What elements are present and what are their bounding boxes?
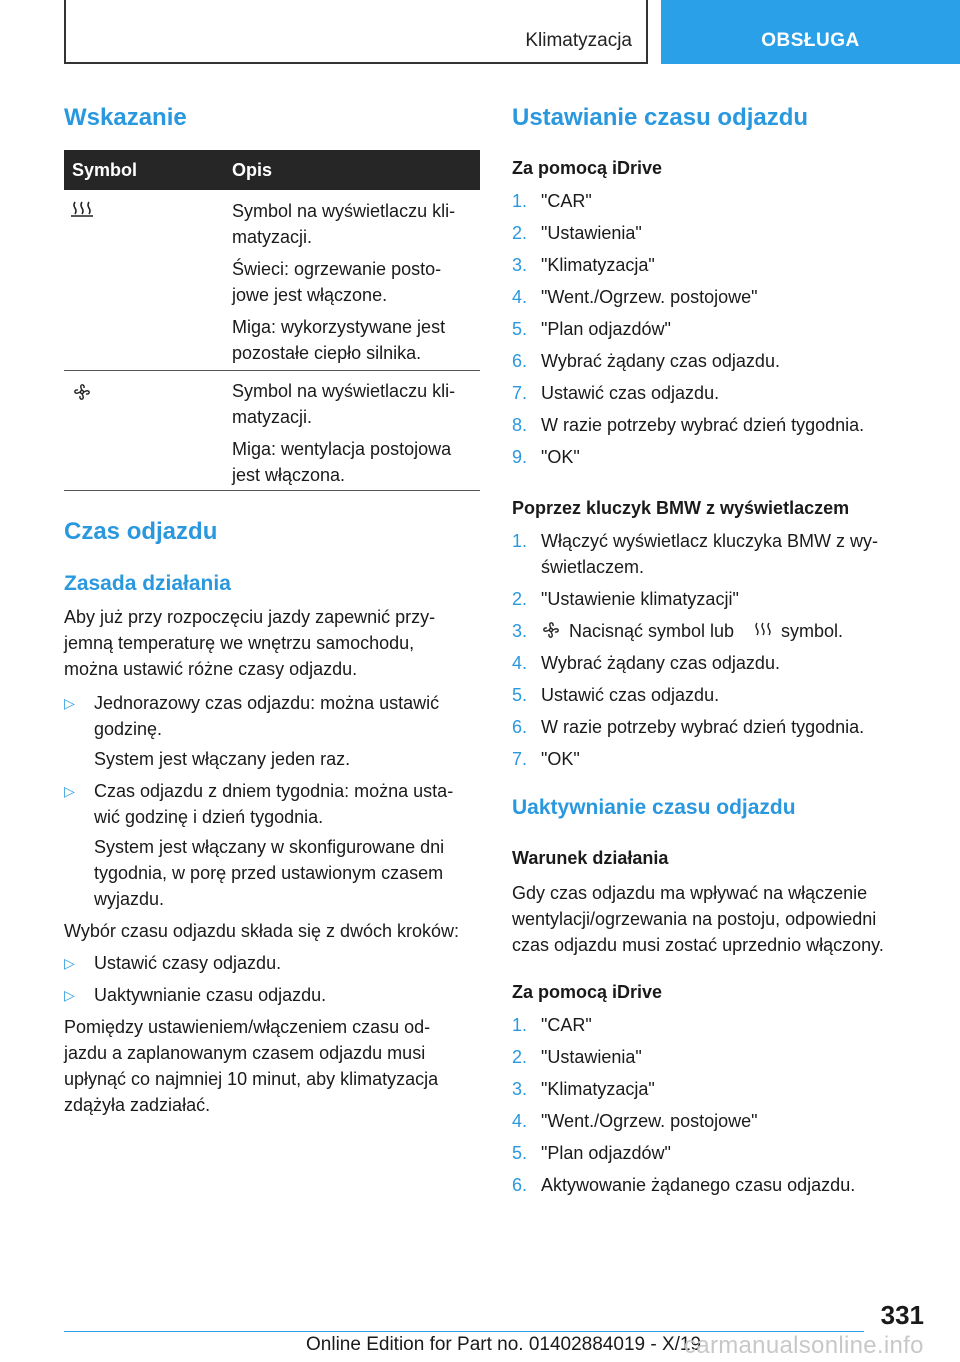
- row2-line4: jest włączona.: [232, 465, 346, 485]
- key-step-6: W razie potrzeby wybrać dzień tygodnia.: [541, 717, 865, 737]
- warunek-line1: Gdy czas odjazdu ma wpływać na włączenie: [512, 883, 868, 903]
- bullet3: Ustawić czasy odjazdu.: [94, 953, 282, 973]
- wybor-text: Wybór czasu odjazdu składa się z dwóch kroków:: [64, 921, 460, 941]
- warunek-heading: Warunek działania: [512, 848, 669, 868]
- idrive-step-2: "Ustawienia": [541, 223, 642, 243]
- intro-line2: jemną temperaturę we wnętrzu samochodu,: [64, 633, 415, 653]
- wskazanie-heading: Wskazanie: [64, 104, 187, 131]
- key-step1-line2: świetlaczem.: [541, 557, 645, 577]
- idrive-step-4: "Went./Ogrzew. postojowe": [541, 287, 758, 307]
- bullet-marker: ▷: [64, 783, 75, 799]
- step-number: 7.: [512, 383, 528, 403]
- bullet1-sub: System jest włączany jeden raz.: [94, 749, 351, 769]
- step-number: 4.: [512, 287, 528, 307]
- step-number: 3.: [512, 255, 528, 275]
- bullet2-line2: wić godzinę i dzień tygodnia.: [94, 807, 324, 827]
- step-number: 1.: [512, 191, 528, 211]
- warunek-line3: czas odjazdu musi zostać uprzednio włączony.: [512, 935, 884, 955]
- bullet2-sub2: tygodnia, w porę przed ustawionym czasem: [94, 863, 444, 883]
- row1-line6: pozostałe ciepło silnika.: [232, 343, 422, 363]
- bullet2-line1: Czas odjazdu z dniem tygodnia: można usta-: [94, 781, 454, 801]
- key-step2: "Ustawienie klimatyzacji": [541, 589, 739, 609]
- row1-line2: matyzacji.: [232, 227, 313, 247]
- header-section-tab: [661, 0, 960, 64]
- bullet-marker: ▷: [64, 987, 75, 1003]
- idrive2-step-5: "Plan odjazdów": [541, 1143, 671, 1163]
- key-heading: Poprzez kluczyk BMW z wyświetlaczem: [512, 498, 850, 518]
- table-divider: [64, 370, 480, 371]
- idrive2-heading: Za pomocą iDrive: [512, 982, 663, 1002]
- idrive-heading: Za pomocą iDrive: [512, 158, 663, 178]
- footer-edition: Online Edition for Part no. 01402884019 - X/19: [306, 1334, 702, 1355]
- row1-line4: jowe jest włączone.: [232, 285, 388, 305]
- step-number: 1.: [512, 1015, 528, 1035]
- bullet1-line2: godzinę.: [94, 719, 163, 739]
- step-number: 4.: [512, 653, 528, 673]
- bullet1-line1: Jednorazowy czas odjazdu: można ustawić: [94, 693, 440, 713]
- fan-icon: [541, 620, 561, 640]
- step-number: 9.: [512, 447, 528, 467]
- heating-icon: [70, 200, 94, 218]
- czas-odjazdu-heading: Czas odjazdu: [64, 518, 218, 545]
- fan-icon: [72, 382, 92, 402]
- step-number: 6.: [512, 351, 528, 371]
- step-number: 5.: [512, 319, 528, 339]
- step-number: 2.: [512, 589, 528, 609]
- idrive-step-6: Wybrać żądany czas odjazdu.: [541, 351, 780, 371]
- step-number: 3.: [512, 1079, 528, 1099]
- intro-line1: Aby już przy rozpoczęciu jazdy zapewnić przy-: [64, 607, 436, 627]
- bullet4: Uaktywnianie czasu odjazdu.: [94, 985, 327, 1005]
- idrive-step-1: "CAR": [541, 191, 592, 211]
- row2-line2: matyzacji.: [232, 407, 313, 427]
- idrive-step-5: "Plan odjazdów": [541, 319, 671, 339]
- row2-line1: Symbol na wyświetlaczu kli-: [232, 381, 456, 401]
- key-step-4: Wybrać żądany czas odjazdu.: [541, 653, 780, 673]
- bullet-marker: ▷: [64, 695, 75, 711]
- step-number: 1.: [512, 531, 528, 551]
- header-section-label: OBSŁUGA: [761, 30, 860, 51]
- page-number: 331: [880, 1300, 924, 1330]
- idrive-step-7: Ustawić czas odjazdu.: [541, 383, 720, 403]
- key-step-5: Ustawić czas odjazdu.: [541, 685, 720, 705]
- row1-line5: Miga: wykorzystywane jest: [232, 317, 446, 337]
- ustawianie-heading: Ustawianie czasu odjazdu: [512, 104, 809, 131]
- uaktywnianie-heading: Uaktywnianie czasu odjazdu: [512, 796, 796, 819]
- step-number: 7.: [512, 749, 528, 769]
- row2-line3: Miga: wentylacja postojowa: [232, 439, 452, 459]
- watermark: carmanualsonline.info: [684, 1332, 924, 1359]
- key-step1-line1: Włączyć wyświetlacz kluczyka BMW z wy-: [541, 531, 879, 551]
- outro-line3: upłynąć co najmniej 10 minut, aby klimatyzacja: [64, 1069, 439, 1089]
- idrive2-step-4: "Went./Ogrzew. postojowe": [541, 1111, 758, 1131]
- header-title: Klimatyzacja: [525, 30, 632, 51]
- warunek-line2: wentylacji/ogrzewania na postoju, odpowiedni: [512, 909, 877, 929]
- zasada-heading: Zasada działania: [64, 572, 231, 595]
- col-opis-header: Opis: [232, 160, 273, 180]
- outro-line4: zdążyła zadziałać.: [64, 1095, 211, 1115]
- intro-line3: można ustawić różne czasy odjazdu.: [64, 659, 358, 679]
- bullet2-sub1: System jest włączany w skonfigurowane dni: [94, 837, 445, 857]
- row1-line3: Świeci: ogrzewanie posto-: [232, 259, 442, 279]
- row1-line1: Symbol na wyświetlaczu kli-: [232, 201, 456, 221]
- step-number: 2.: [512, 1047, 528, 1067]
- step-number: 2.: [512, 223, 528, 243]
- key-step3-text-b: symbol.: [781, 621, 844, 641]
- idrive2-step-1: "CAR": [541, 1015, 592, 1035]
- key-step3-text-a: Nacisnąć symbol lub: [569, 621, 735, 641]
- idrive-step-3: "Klimatyzacja": [541, 255, 655, 275]
- step-number: 6.: [512, 717, 528, 737]
- step-number: 6.: [512, 1175, 528, 1195]
- bullet-marker: ▷: [64, 955, 75, 971]
- heating-fan-icon: [753, 620, 773, 640]
- bullet2-sub3: wyjazdu.: [94, 889, 165, 909]
- idrive2-step-3: "Klimatyzacja": [541, 1079, 655, 1099]
- step-number: 8.: [512, 415, 528, 435]
- idrive-step-8: W razie potrzeby wybrać dzień tygodnia.: [541, 415, 865, 435]
- header-title-box: [64, 0, 648, 64]
- col-symbol-header: Symbol: [72, 160, 138, 180]
- outro-line2: jazdu a zaplanowanym czasem odjazdu musi: [64, 1043, 426, 1063]
- idrive-step-9: "OK": [541, 447, 580, 467]
- key-step-7: "OK": [541, 749, 580, 769]
- step-number: 3.: [512, 621, 528, 641]
- symbol-table-header: [64, 150, 480, 190]
- idrive2-step-6: Aktywowanie żądanego czasu odjazdu.: [541, 1175, 856, 1195]
- outro-line1: Pomiędzy ustawieniem/włączeniem czasu od-: [64, 1017, 431, 1037]
- step-number: 5.: [512, 685, 528, 705]
- idrive2-step-2: "Ustawienia": [541, 1047, 642, 1067]
- step-number: 4.: [512, 1111, 528, 1131]
- table-bottom-line: [64, 490, 480, 491]
- step-number: 5.: [512, 1143, 528, 1163]
